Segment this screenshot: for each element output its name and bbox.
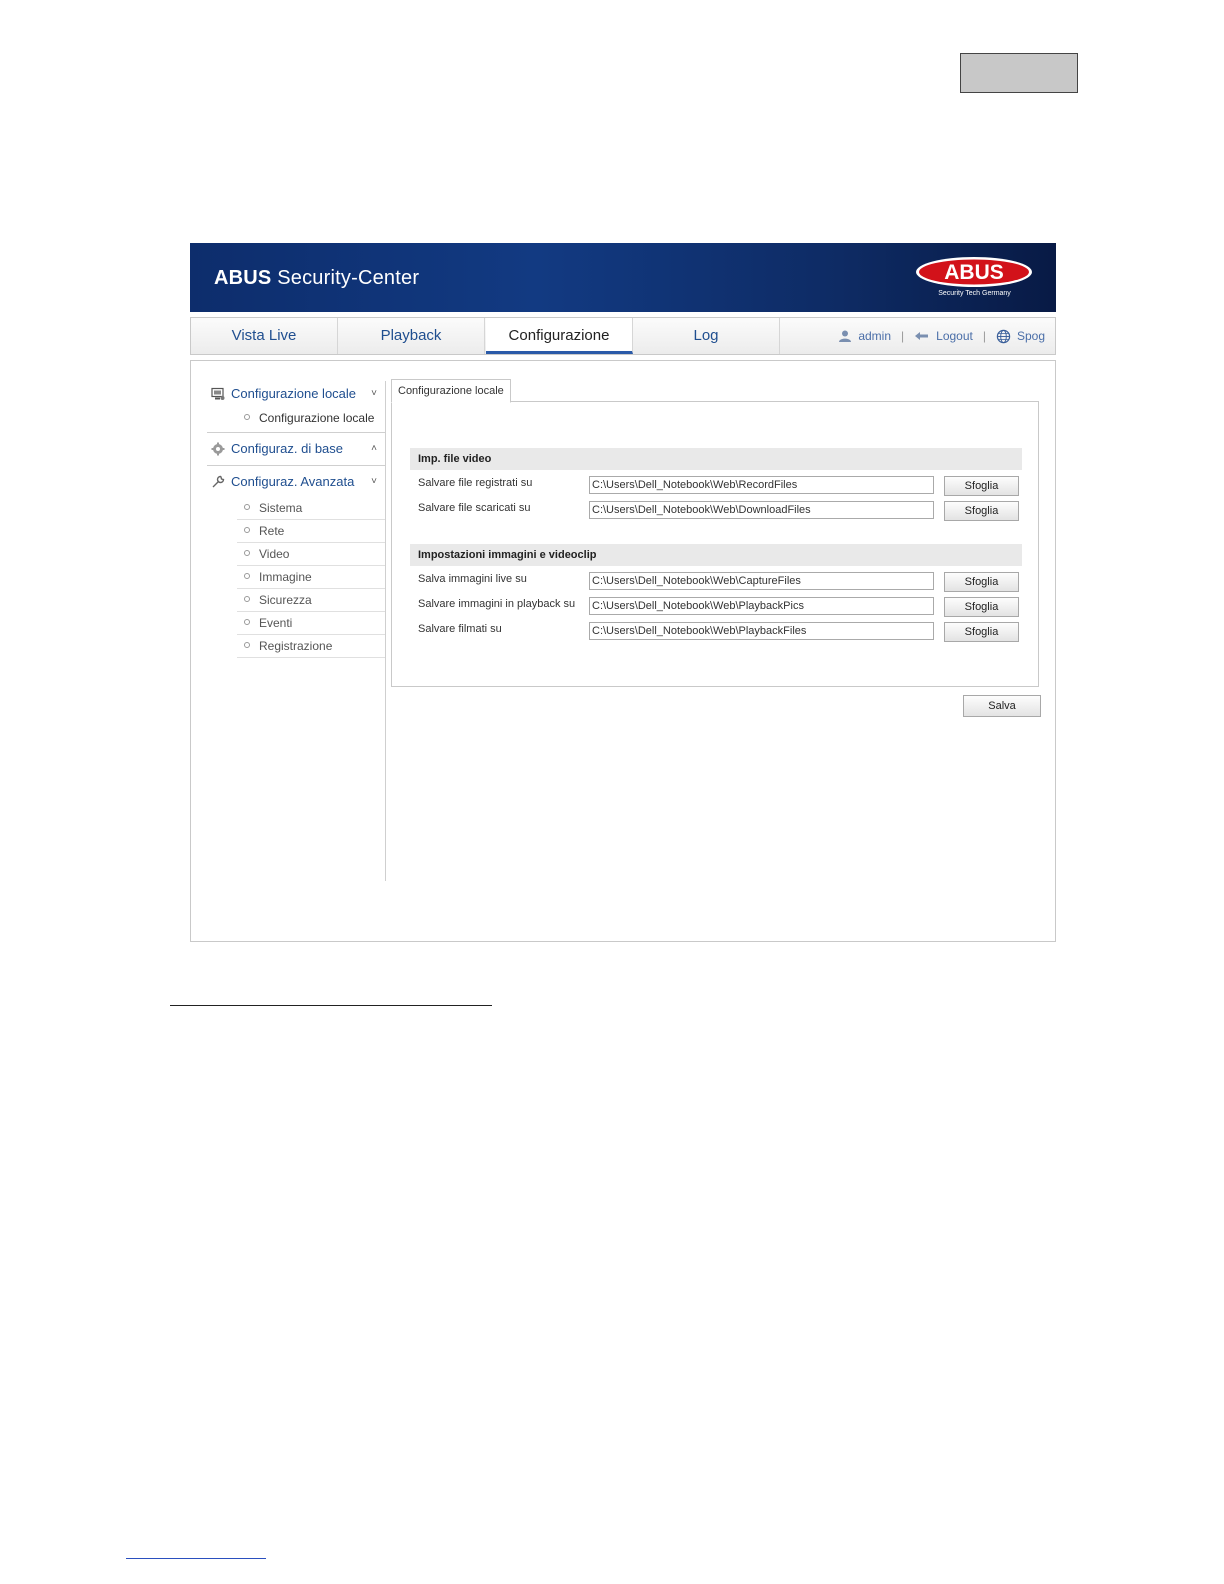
tab-playback[interactable]: Playback	[338, 318, 485, 354]
abus-security-center-window	[190, 243, 1056, 942]
main-nav	[190, 317, 1056, 355]
separator: |	[982, 329, 986, 343]
bullet-icon	[244, 550, 250, 556]
sidebar-item-label: Sistema	[259, 501, 303, 515]
username-label: admin	[858, 329, 892, 343]
separator: |	[901, 329, 905, 343]
capture-files-path-input[interactable]	[589, 572, 934, 590]
section-header-video-files: Imp. file video	[410, 448, 1022, 470]
tab-configurazione-locale[interactable]: Configurazione locale	[391, 379, 511, 403]
logout-link[interactable]: Logout	[936, 329, 973, 343]
logo-text: ABUS	[944, 261, 1004, 284]
page-number-box	[960, 53, 1078, 93]
footnote-rule	[126, 1558, 266, 1559]
sidebar-group-label: Configurazione locale	[231, 386, 357, 401]
sidebar-item-label: Eventi	[259, 616, 293, 630]
browse-button[interactable]: Sfoglia	[944, 622, 1019, 642]
sidebar-item-registrazione[interactable]	[237, 635, 385, 658]
sidebar-item-configurazione-locale[interactable]	[237, 407, 385, 429]
config-panel	[391, 401, 1039, 687]
app-banner	[190, 243, 1056, 312]
document-rule	[170, 1005, 492, 1006]
row-playback-pics	[418, 595, 1028, 617]
tab-log[interactable]: Log	[633, 318, 780, 354]
save-button[interactable]: Salva	[963, 695, 1041, 717]
wrench-icon	[211, 475, 225, 489]
tab-vista-live[interactable]: Vista Live	[191, 318, 338, 354]
bullet-icon	[244, 504, 250, 510]
sidebar-item-label: Video	[259, 547, 290, 561]
bullet-icon	[244, 642, 250, 648]
divider	[207, 465, 385, 466]
sidebar-item-sistema[interactable]	[237, 497, 385, 520]
download-files-path-input[interactable]	[589, 501, 934, 519]
sidebar-item-sicurezza[interactable]	[237, 589, 385, 612]
playback-files-path-input[interactable]	[589, 622, 934, 640]
sidebar-group-label: Configuraz. Avanzata	[231, 474, 355, 489]
row-capture-files	[418, 570, 1028, 592]
record-files-path-input[interactable]	[589, 476, 934, 494]
row-record-files	[418, 474, 1028, 496]
sidebar-item-label: Configurazione locale	[259, 411, 375, 425]
app-title-bold: ABUS	[214, 267, 272, 289]
sidebar-item-label: Sicurezza	[259, 593, 312, 607]
section-header-image-clips: Impostazioni immagini e videoclip	[410, 544, 1022, 566]
sidebar-group-configuraz-avanzata[interactable]	[207, 469, 385, 495]
sidebar-item-rete[interactable]	[237, 520, 385, 543]
sidebar-item-label: Immagine	[259, 570, 312, 584]
bullet-icon	[244, 596, 250, 602]
sidebar-item-video[interactable]	[237, 543, 385, 566]
chevron-down-icon[interactable]: ˅	[371, 388, 377, 399]
sidebar-item-immagine[interactable]	[237, 566, 385, 589]
gear-icon	[211, 442, 225, 456]
divider	[207, 432, 385, 433]
browse-button[interactable]: Sfoglia	[944, 501, 1019, 521]
sidebar-item-label: Rete	[259, 524, 285, 538]
config-body	[190, 360, 1056, 942]
config-content	[391, 379, 1041, 939]
bullet-icon	[244, 573, 250, 579]
tab-configurazione[interactable]: Configurazione	[486, 318, 633, 354]
logout-icon[interactable]	[914, 330, 930, 342]
browse-button[interactable]: Sfoglia	[944, 572, 1019, 592]
user-bar	[838, 318, 1045, 354]
language-selector[interactable]: Spog	[1016, 329, 1045, 343]
row-download-files	[418, 499, 1028, 521]
sidebar-item-eventi[interactable]	[237, 612, 385, 635]
config-sidebar	[207, 381, 386, 881]
abus-logo-icon	[914, 256, 1034, 288]
user-icon	[838, 329, 852, 343]
field-label: Salvare filmati su	[418, 623, 502, 635]
chevron-up-icon[interactable]: ˄	[371, 443, 377, 454]
bullet-icon	[244, 527, 250, 533]
field-label: Salvare file registrati su	[418, 477, 533, 489]
sidebar-group-configurazione-locale[interactable]	[207, 381, 385, 407]
sidebar-group-label: Configuraz. di base	[231, 441, 344, 456]
row-playback-files	[418, 620, 1028, 642]
monitor-config-icon	[211, 387, 225, 401]
field-label: Salvare immagini in playback su	[418, 598, 576, 610]
bullet-icon	[244, 619, 250, 625]
field-label: Salvare file scaricati su	[418, 502, 531, 514]
app-title	[214, 267, 419, 290]
sidebar-group-configuraz-di-base[interactable]	[207, 436, 385, 462]
browse-button[interactable]: Sfoglia	[944, 476, 1019, 496]
playback-pics-path-input[interactable]	[589, 597, 934, 615]
logo-tagline: Security Tech Germany	[938, 290, 1011, 297]
globe-icon[interactable]	[996, 329, 1011, 344]
field-label: Salva immagini live su	[418, 573, 527, 585]
sidebar-item-label: Registrazione	[259, 639, 333, 653]
browse-button[interactable]: Sfoglia	[944, 597, 1019, 617]
bullet-icon	[244, 414, 250, 420]
app-title-rest: Security-Center	[271, 267, 420, 289]
chevron-down-icon[interactable]: ˅	[371, 476, 377, 487]
